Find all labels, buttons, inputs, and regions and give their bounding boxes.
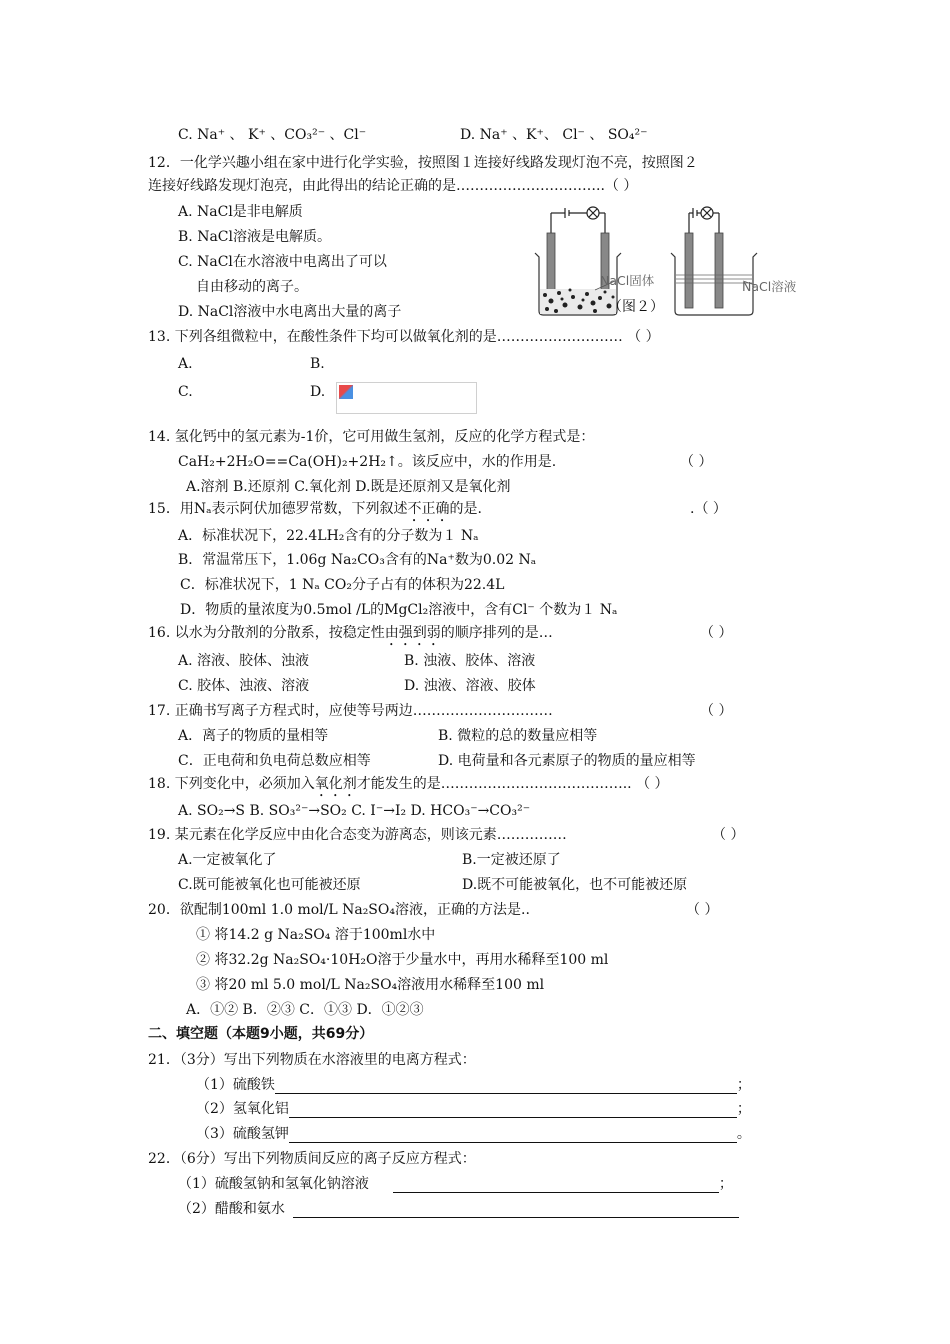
q14-answer-paren: （ ） — [680, 454, 713, 470]
q15-option-b: B．常温常压下，1.06g Na₂CO₃含有的Na⁺数为0.02 Nₐ — [178, 552, 537, 568]
q21-stem: 21．（3分）写出下列物质在水溶液里的电离方程式： — [148, 1052, 476, 1068]
q14-stem-line1: 14. 氢化钙中的氢元素为-1价，它可用做生氢剂，反应的化学方程式是： — [148, 429, 595, 445]
answer-blank[interactable] — [275, 1079, 737, 1094]
q20-options: A．①② B．②③ C．①③ D．①②③ — [186, 1002, 424, 1018]
broken-image-placeholder — [336, 382, 477, 414]
q13-option-a: A. — [178, 356, 193, 372]
q20-choice-2: ② 将32.2g Na₂SO₄·10H₂O溶于少量水中，再用水稀释至100 ml — [196, 952, 609, 968]
figure2-label: NaCl溶液 — [742, 279, 797, 294]
q20-stem: 20．欲配制100ml 1.0 mol/L Na₂SO₄溶液，正确的方法是.. — [148, 902, 530, 918]
q11-option-d: D. Na⁺ 、K⁺、 Cl⁻ 、 SO₄²⁻ — [460, 127, 648, 143]
q13-option-c: C. — [178, 384, 193, 400]
q15-option-d: D．物质的量浓度为0.5mol /L的MgCl₂溶液中，含有Cl⁻ 个数为１ Nₐ — [180, 602, 618, 618]
q16-option-a: A. 溶液、胶体、浊液 — [178, 653, 310, 669]
q16-emphasis: 由强到弱 — [384, 625, 441, 641]
q12-option-b: B. NaCl溶液是电解质。 — [178, 229, 331, 245]
q20-choice-3: ③ 将20 ml 5.0 mol/L Na₂SO₄溶液用水稀释至100 ml — [196, 977, 545, 993]
q22-item-1-end: ； — [718, 1176, 733, 1192]
q16-option-d: D. 浊液、溶液、胶体 — [404, 678, 536, 694]
q14-options: A.溶剂 B.还原剂 C.氧化剂 D.既是还原剂又是氧化剂 — [186, 479, 511, 495]
q12-stem-line2: 连接好线路发现灯泡亮，由此得出的结论正确的是…………………………..（ ） — [148, 178, 638, 194]
image-icon — [339, 385, 353, 399]
q12-option-d: D. NaCl溶液中水电离出大量的离子 — [178, 304, 402, 320]
q14-stem-line2: CaH₂+2H₂O==Ca(OH)₂+2H₂↑。该反应中，水的作用是. — [178, 454, 557, 470]
q19-answer-paren: （ ） — [712, 827, 745, 843]
q16-option-b: B. 浊液、胶体、溶液 — [404, 653, 536, 669]
q19-option-c: C.既可能被氧化也可能被还原 — [178, 877, 361, 893]
circuit-2 — [689, 207, 719, 235]
q17-answer-paren: （ ） — [700, 703, 733, 719]
q21-item-3 — [196, 1125, 751, 1143]
q18-stem — [148, 775, 669, 800]
answer-blank[interactable] — [293, 1203, 739, 1218]
q18-stem-post: 才能发生的是………………………………….. （ ） — [356, 776, 669, 792]
answer-blank[interactable] — [289, 1103, 737, 1118]
circuit-1 — [551, 207, 605, 235]
q16-stem — [148, 624, 553, 649]
q13-option-b: B. — [310, 356, 325, 372]
figure2-caption: （图２） — [608, 299, 664, 315]
q19-option-a: A.一定被氧化了 — [178, 852, 277, 868]
q15-emphasis: 不正确 — [407, 501, 450, 517]
q15-answer-paren: .（ ） — [690, 501, 727, 517]
electrode-2a — [685, 233, 693, 308]
q18-stem-pre: 18. 下列变化中，必须加入 — [148, 776, 315, 792]
q15-option-a: A．标准状况下，22.4LH₂含有的分子数为１ Nₐ — [178, 528, 479, 544]
section-2-heading: 二、填空题（本题9小题，共69分） — [148, 1026, 374, 1042]
q21-item-3-end: 。 — [736, 1126, 751, 1142]
q21-item-1-label: （1）硫酸铁 — [196, 1077, 275, 1093]
q21-item-2-end: ； — [736, 1101, 751, 1117]
q18-options: A. SO₂→S B. SO₃²⁻→SO₂ C. I⁻→I₂ D. HCO₃⁻→CO₃²⁻ — [178, 803, 531, 819]
q12-stem-line1: 12．一化学兴趣小组在家中进行化学实验，按照图１连接好线路发现灯泡不亮，按照图２ — [148, 155, 698, 171]
q16-stem-post: 的顺序排列的是… — [440, 625, 553, 641]
q15-stem — [148, 500, 482, 525]
q16-stem-pre: 16. 以水为分散剂的分散系，按稳定性 — [148, 625, 385, 641]
answer-blank[interactable] — [289, 1128, 737, 1143]
q19-option-b: B.一定被还原了 — [462, 852, 561, 868]
q22-item-2 — [178, 1200, 739, 1218]
q12-option-c: C. NaCl在水溶液中电离出了可以 — [178, 254, 387, 270]
q19-stem: 19. 某元素在化学反应中由化合态变为游离态，则该元素…………… — [148, 827, 567, 843]
q22-item-1 — [178, 1175, 733, 1193]
q22-item-2-label: （2）醋酸和氨水 — [178, 1201, 285, 1217]
q22-stem: 22．（6分）写出下列物质间反应的离子反应方程式： — [148, 1151, 476, 1167]
q21-item-2 — [196, 1100, 751, 1118]
figure1-label: NaCl固体 — [600, 273, 655, 288]
q20-choice-1: ① 将14.2 g Na₂SO₄ 溶于100ml水中 — [196, 927, 436, 943]
q11-option-c: C. Na⁺ 、 K⁺ 、CO₃²⁻ 、Cl⁻ — [178, 127, 367, 143]
q15-option-c: C．标准状况下，1 Nₐ CO₂分子占有的体积为22.4L — [180, 577, 505, 593]
q17-option-b: B. 微粒的总的数量应相等 — [438, 728, 598, 744]
q12-option-c-cont: 自由移动的离子。 — [196, 279, 308, 295]
q16-option-c: C. 胶体、浊液、溶液 — [178, 678, 310, 694]
q15-stem-post: 的是. — [449, 501, 482, 517]
q16-answer-paren: （ ） — [700, 625, 733, 641]
q22-item-1-label: （1）硫酸氢钠和氢氧化钠溶液 — [178, 1176, 369, 1192]
q21-item-2-label: （2）氢氧化铝 — [196, 1101, 289, 1117]
q17-stem: 17. 正确书写离子方程式时，应使等号两边………………………… — [148, 703, 553, 719]
conductivity-figure — [525, 205, 815, 323]
q21-item-1-end: ； — [736, 1077, 751, 1093]
q21-item-1 — [196, 1076, 751, 1094]
q13-option-d: D. — [310, 384, 326, 400]
q18-emphasis: 氧化剂 — [314, 776, 357, 792]
q12-option-a: A. NaCl是非电解质 — [178, 204, 303, 220]
q20-answer-paren: （ ） — [686, 902, 719, 918]
q19-option-d: D.既不可能被氧化，也不可能被还原 — [462, 877, 688, 893]
q21-item-3-label: （3）硫酸氢钾 — [196, 1126, 289, 1142]
q15-stem-pre: 15．用Nₐ表示阿伏加德罗常数，下列叙述 — [148, 501, 408, 517]
nacl-solid — [540, 289, 616, 315]
q13-stem: 13. 下列各组微粒中，在酸性条件下均可以做氧化剂的是……………………… （ ） — [148, 329, 660, 345]
q17-option-a: A．离子的物质的量相等 — [178, 728, 329, 744]
q17-option-c: C．正电荷和负电荷总数应相等 — [178, 753, 371, 769]
q17-option-d: D. 电荷量和各元素原子的物质的量应相等 — [438, 753, 696, 769]
electrode-2b — [715, 233, 723, 308]
answer-blank[interactable] — [393, 1178, 719, 1193]
